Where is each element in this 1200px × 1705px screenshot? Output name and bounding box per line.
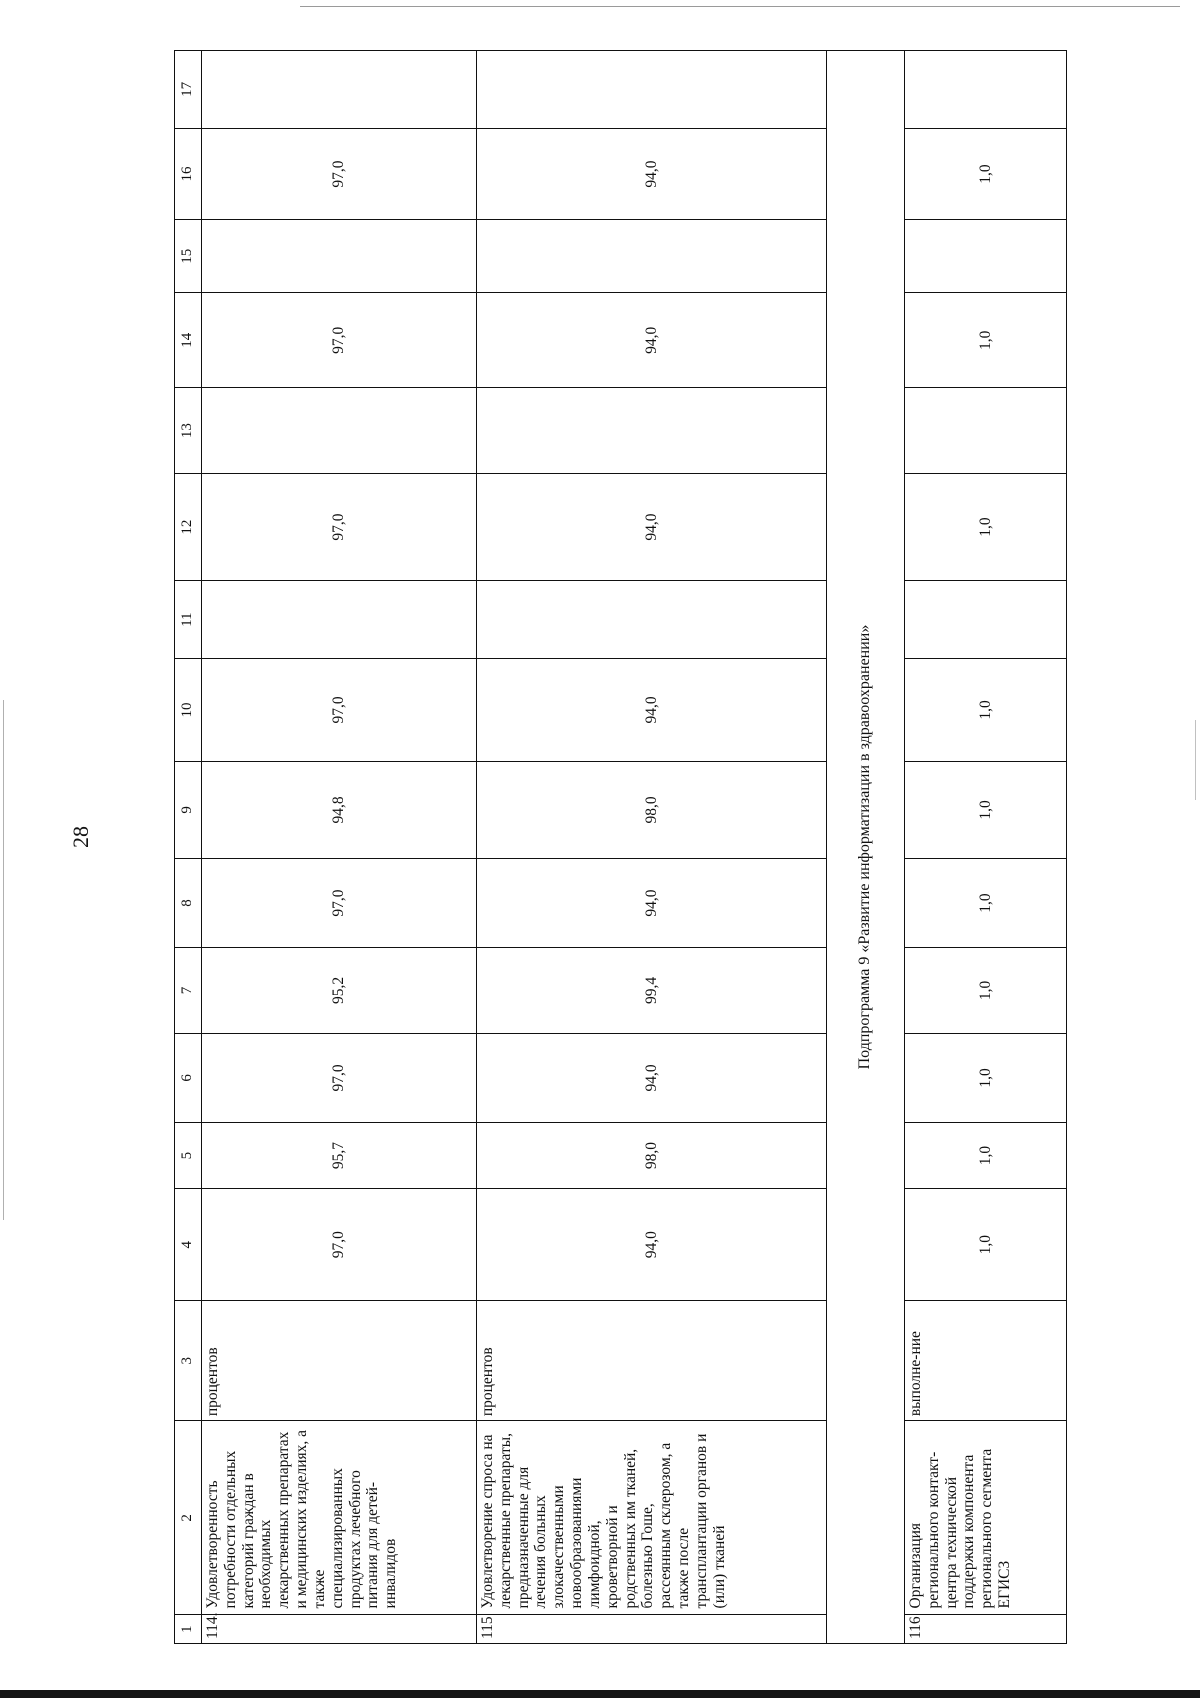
column-number-cell: 8	[175, 858, 202, 947]
section-heading: Подпрограмма 9 «Развитие информатизации в здравоохранении»	[827, 51, 905, 1644]
page-number: 28	[68, 826, 93, 848]
value-cell	[477, 51, 827, 129]
value-cell: 1,0	[905, 1122, 1067, 1188]
value-cell: 1,0	[905, 1189, 1067, 1301]
value-cell: 95,2	[202, 948, 477, 1034]
value-cell: 1,0	[905, 293, 1067, 388]
section-heading-row	[827, 51, 905, 1644]
column-number-cell: 15	[175, 220, 202, 293]
value-cell	[905, 51, 1067, 129]
unit-cell: процентов	[202, 1301, 477, 1421]
unit-cell: выполне-ние	[905, 1301, 1067, 1421]
row-number-cell: 116	[905, 1615, 1067, 1644]
value-cell	[202, 581, 477, 659]
value-cell: 1,0	[905, 761, 1067, 858]
table-body	[175, 51, 1067, 1644]
table-row	[477, 51, 827, 1644]
indicator-name-cell: Удовлетворенность потребности отдельных категорий граждан в необходимых лекарственных препаратах и медицинских изделиях, а также специализированных продуктах лечебного питания для детей-инвалидов	[202, 1421, 477, 1615]
value-cell: 99,4	[477, 948, 827, 1034]
value-cell: 97,0	[202, 293, 477, 388]
column-number-cell: 1	[175, 1615, 202, 1644]
value-cell: 1,0	[905, 948, 1067, 1034]
column-number-cell: 3	[175, 1301, 202, 1421]
indicator-name-cell: Удовлетворение спроса на лекарственные препараты, предназначенные для лечения больных злокачественными новообразованиями лимфоидной, кроветворной и родственных им тканей, болезнью Гоше, рассеянным склерозом, а также после трансплантации органов и (или) тканей	[477, 1421, 827, 1615]
value-cell: 97,0	[202, 1189, 477, 1301]
row-number-cell: 115	[477, 1615, 827, 1644]
value-cell: 94,0	[477, 293, 827, 388]
value-cell	[905, 388, 1067, 474]
value-cell: 97,0	[202, 128, 477, 219]
value-cell: 94,0	[477, 473, 827, 580]
column-number-row	[175, 51, 202, 1644]
indicator-table	[174, 50, 1067, 1644]
value-cell: 1,0	[905, 473, 1067, 580]
column-number-cell: 10	[175, 659, 202, 762]
value-cell: 94,8	[202, 761, 477, 858]
unit-cell: процентов	[477, 1301, 827, 1421]
column-number-cell: 5	[175, 1122, 202, 1188]
column-number-cell: 4	[175, 1189, 202, 1301]
table-row	[202, 51, 477, 1644]
value-cell: 94,0	[477, 659, 827, 762]
column-number-cell: 7	[175, 948, 202, 1034]
value-cell: 97,0	[202, 473, 477, 580]
row-number-cell: 114.	[202, 1615, 477, 1644]
value-cell: 98,0	[477, 1122, 827, 1188]
rotated-table-sheet	[174, 50, 1064, 1644]
scan-bottom-bar	[0, 1690, 1200, 1698]
column-number-cell: 13	[175, 388, 202, 474]
column-number-cell: 2	[175, 1421, 202, 1615]
value-cell	[202, 51, 477, 129]
value-cell	[905, 581, 1067, 659]
value-cell: 1,0	[905, 858, 1067, 947]
value-cell	[477, 220, 827, 293]
value-cell: 98,0	[477, 761, 827, 858]
value-cell: 1,0	[905, 128, 1067, 219]
value-cell	[477, 581, 827, 659]
column-number-cell: 6	[175, 1033, 202, 1122]
value-cell	[905, 220, 1067, 293]
value-cell: 94,0	[477, 128, 827, 219]
value-cell	[202, 388, 477, 474]
scan-top-rule	[300, 6, 1180, 7]
value-cell: 1,0	[905, 659, 1067, 762]
value-cell: 97,0	[202, 858, 477, 947]
column-number-cell: 17	[175, 51, 202, 129]
column-number-cell: 16	[175, 128, 202, 219]
value-cell: 94,0	[477, 1033, 827, 1122]
value-cell: 94,0	[477, 1189, 827, 1301]
table-row	[905, 51, 1067, 1644]
value-cell: 97,0	[202, 1033, 477, 1122]
value-cell: 97,0	[202, 659, 477, 762]
value-cell	[477, 388, 827, 474]
column-number-cell: 11	[175, 581, 202, 659]
value-cell: 95,7	[202, 1122, 477, 1188]
column-number-cell: 14	[175, 293, 202, 388]
value-cell: 1,0	[905, 1033, 1067, 1122]
scan-left-rule	[3, 700, 4, 1220]
scan-right-rule	[1195, 720, 1196, 800]
value-cell	[202, 220, 477, 293]
value-cell: 94,0	[477, 858, 827, 947]
indicator-name-cell: Организация регионального контакт-центра технической поддержки компонента регионального сегмента ЕГИСЗ	[905, 1421, 1067, 1615]
column-number-cell: 9	[175, 761, 202, 858]
column-number-cell: 12	[175, 473, 202, 580]
